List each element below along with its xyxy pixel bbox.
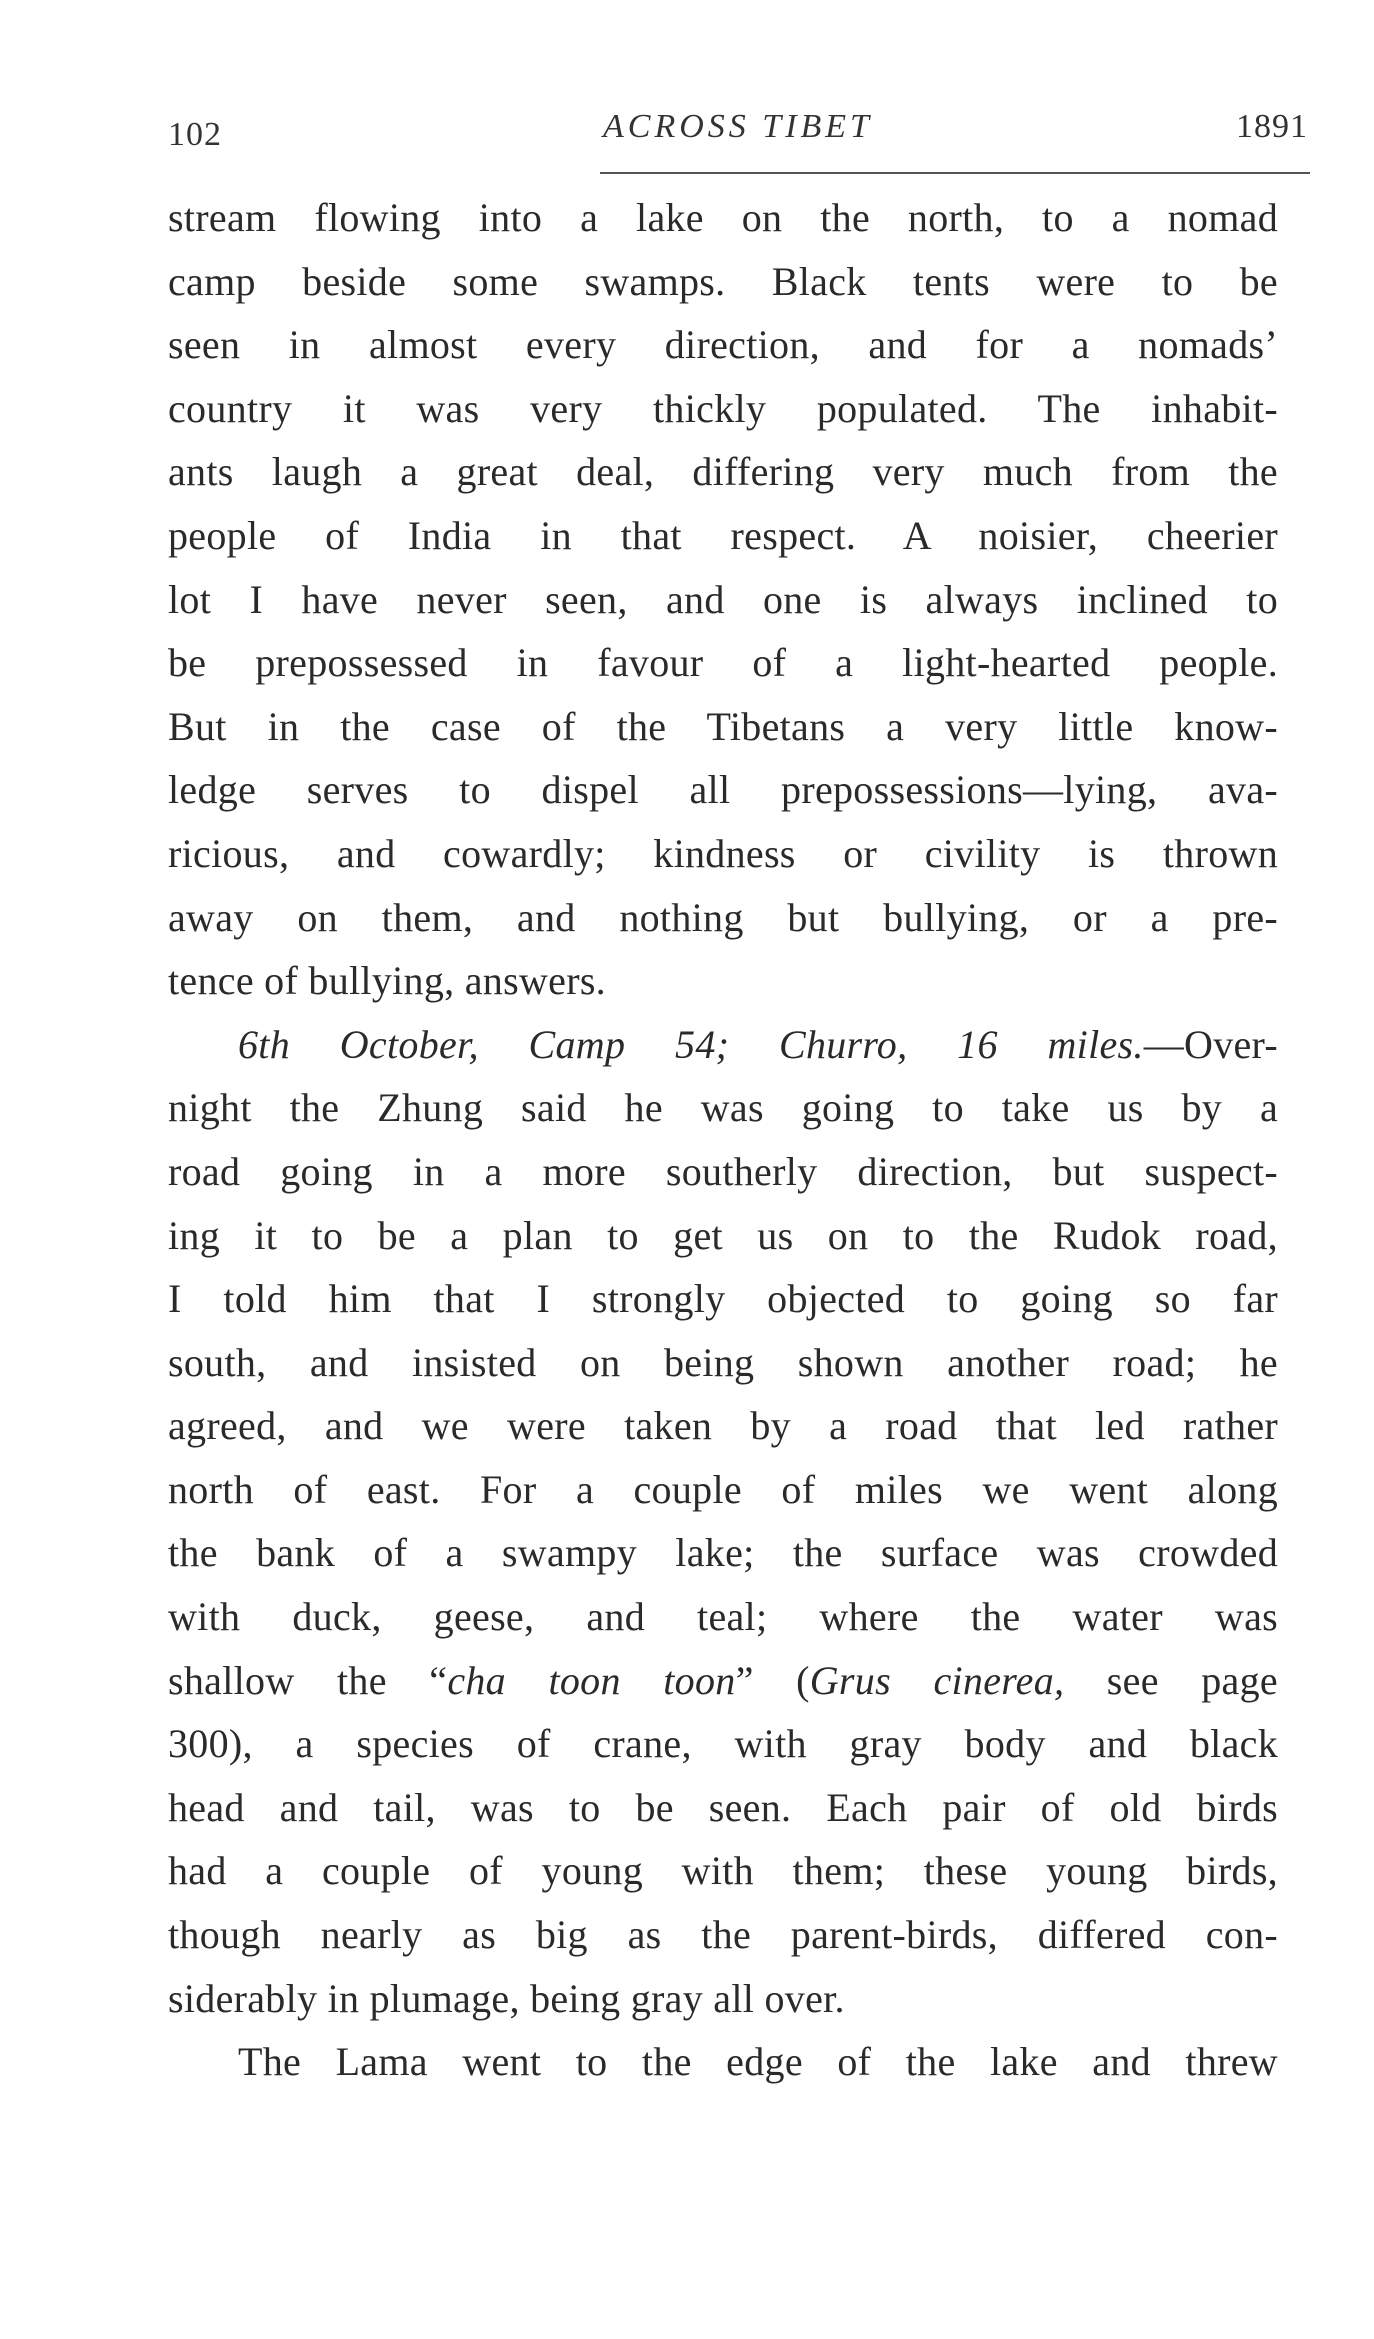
text-line: road going in a more southerly direction, but suspect- [168, 1148, 1278, 1194]
text-line: people of India in that respect. A noisier, cheerier [168, 512, 1278, 558]
text-line: night the Zhung said he was going to take us by a [168, 1085, 1278, 1131]
running-title: ACROSS TIBET [603, 108, 873, 145]
text-line: with duck, geese, and teal; where the water was [168, 1594, 1278, 1640]
text-line: The Lama went to the edge of the lake and threw [238, 2039, 1278, 2085]
text-line: But in the case of the Tibetans a very little know- [168, 703, 1278, 749]
text-line: head and tail, was to be seen. Each pair of old birds [168, 1784, 1278, 1830]
text-line: ants laugh a great deal, differing very much from the [168, 449, 1278, 495]
page-number: 102 [168, 116, 222, 153]
text-line: the bank of a swampy lake; the surface was crowded [168, 1530, 1278, 1576]
text-fragment: ” ( [735, 1657, 810, 1703]
running-year: 1891 [1236, 108, 1308, 145]
text-line: seen in almost every direction, and for a nomads’ [168, 322, 1278, 368]
text-line: had a couple of young with them; these young birds, [168, 1848, 1278, 1894]
text-line: I told him that I strongly objected to going so far [168, 1276, 1278, 1322]
body-text [168, 186, 1278, 2094]
text-line: north of east. For a couple of miles we went along [168, 1466, 1278, 1512]
text-line: ricious, and cowardly; kindness or civility is thrown [168, 830, 1278, 876]
text-line: siderably in plumage, being gray all over. [168, 1975, 845, 2021]
text-line: agreed, and we were taken by a road that led rather [168, 1403, 1278, 1449]
header-rule [600, 172, 1310, 174]
latin-species-name: Grus cinerea, [809, 1657, 1065, 1703]
text-line: ledge serves to dispel all prepossessions—lying, ava- [168, 767, 1278, 813]
entry-heading-line [168, 1013, 1278, 1077]
text-line: be prepossessed in favour of a light-hearted people. [168, 640, 1278, 686]
text-line: camp beside some swamps. Black tents were to be [168, 258, 1278, 304]
text-line: south, and insisted on being shown another road; he [168, 1339, 1278, 1385]
tibetan-bird-name: cha toon toon [447, 1657, 736, 1703]
text-line: stream flowing into a lake on the north, to a nomad [168, 195, 1278, 240]
text-line: away on them, and nothing but bullying, or a pre- [168, 894, 1278, 940]
text-fragment: see page [1064, 1657, 1278, 1703]
text-line: ing it to be a plan to get us on to the Rudok road, [168, 1212, 1278, 1258]
text-line: country it was very thickly populated. The inhabit- [168, 385, 1278, 431]
text-line: lot I have never seen, and one is always inclined to [168, 576, 1278, 622]
text-line: though nearly as big as the parent-birds, differed con- [168, 1912, 1278, 1958]
entry-text: —Over- [1143, 1021, 1278, 1067]
text-fragment: shallow the “ [168, 1657, 448, 1703]
text-line: tence of bullying, answers. [168, 958, 606, 1004]
running-head [168, 108, 1308, 158]
entry-date-location: 6th October, Camp 54; Churro, 16 miles. [238, 1021, 1144, 1067]
species-line [168, 1649, 1278, 1713]
text-line: 300), a species of crane, with gray body and black [168, 1721, 1278, 1767]
